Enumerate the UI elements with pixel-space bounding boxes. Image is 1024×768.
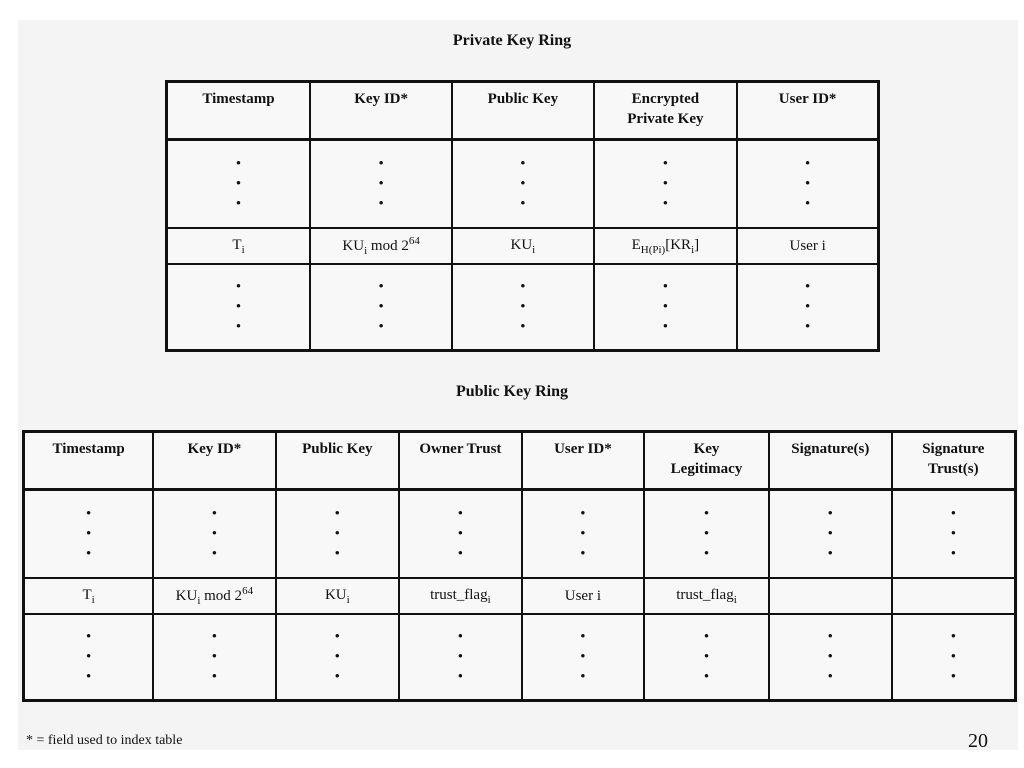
header-key-legitimacy-label: Key Legitimacy	[670, 441, 743, 478]
ellipsis: • • •	[153, 614, 275, 701]
ellipsis: • • •	[522, 614, 644, 701]
ellipsis: • • •	[769, 614, 892, 701]
header-encrypted-private-key-label: Encrypted Private Key	[627, 91, 704, 128]
header-user-id: User ID*	[737, 82, 878, 140]
ellipsis-row	[24, 614, 1016, 701]
ellipsis: • • •	[153, 490, 275, 579]
private-key-ring-table	[165, 80, 880, 352]
header-timestamp: Timestamp	[24, 432, 154, 490]
cell-encrypted-private-key: $E_{H(Pi)}[KR_i]$	[594, 228, 738, 264]
header-key-id: Key ID*	[310, 82, 452, 140]
ellipsis-row	[167, 264, 879, 351]
ellipsis: • • •	[167, 264, 311, 351]
ellipsis: • • •	[892, 490, 1016, 579]
cell-key-id: $KU_i$ mod $2^{64}$	[153, 578, 275, 614]
cell-key-legitimacy: trust_flag$_i$	[644, 578, 769, 614]
ellipsis: • • •	[167, 140, 311, 229]
ellipsis: • • •	[452, 264, 593, 351]
ellipsis: • • •	[276, 614, 399, 701]
ellipsis: • • •	[594, 264, 738, 351]
ellipsis-row	[167, 140, 879, 229]
ellipsis: • • •	[310, 264, 452, 351]
ellipsis: • • •	[594, 140, 738, 229]
header-signature-trust	[892, 432, 1016, 490]
cell-public-key: $KU_i$	[452, 228, 593, 264]
ellipsis: • • •	[310, 140, 452, 229]
ellipsis: • • •	[644, 614, 769, 701]
public-key-ring-title: Public Key Ring	[455, 383, 568, 400]
public-key-ring-table	[22, 430, 1017, 702]
header-owner-trust: Owner Trust	[399, 432, 522, 490]
table-row	[167, 228, 879, 264]
ellipsis: • • •	[769, 490, 892, 579]
footnote: * = field used to index table	[26, 733, 183, 748]
table-header-row	[24, 432, 1016, 490]
ellipsis: • • •	[24, 490, 154, 579]
ellipsis: • • •	[399, 614, 522, 701]
cell-user-id: User i	[522, 578, 644, 614]
header-user-id: User ID*	[522, 432, 644, 490]
header-key-id: Key ID*	[153, 432, 275, 490]
header-signature-trust-label: Signature Trust(s)	[922, 441, 985, 478]
header-encrypted-private-key	[594, 82, 738, 140]
header-key-legitimacy	[644, 432, 769, 490]
ellipsis: • • •	[452, 140, 593, 229]
cell-public-key: $KU_i$	[276, 578, 399, 614]
ellipsis: • • •	[892, 614, 1016, 701]
cell-key-id: $KU_i$ mod $2^{64}$	[310, 228, 452, 264]
cell-signatures	[769, 578, 892, 614]
header-public-key: Public Key	[452, 82, 593, 140]
ellipsis: • • •	[276, 490, 399, 579]
cell-owner-trust: trust_flag$_i$	[399, 578, 522, 614]
cell-timestamp: $T_i$	[24, 578, 154, 614]
table-row	[24, 578, 1016, 614]
header-public-key: Public Key	[276, 432, 399, 490]
page-number: 20	[968, 730, 988, 752]
header-timestamp: Timestamp	[167, 82, 311, 140]
table-header-row	[167, 82, 879, 140]
ellipsis: • • •	[737, 264, 878, 351]
cell-user-id: User i	[737, 228, 878, 264]
ellipsis: • • •	[644, 490, 769, 579]
ellipsis: • • •	[24, 614, 154, 701]
header-signatures: Signature(s)	[769, 432, 892, 490]
ellipsis-row	[24, 490, 1016, 579]
cell-signature-trust	[892, 578, 1016, 614]
ellipsis: • • •	[522, 490, 644, 579]
cell-timestamp: $T_i$	[167, 228, 311, 264]
ellipsis: • • •	[399, 490, 522, 579]
ellipsis: • • •	[737, 140, 878, 229]
private-key-ring-title: Private Key Ring	[452, 32, 572, 49]
